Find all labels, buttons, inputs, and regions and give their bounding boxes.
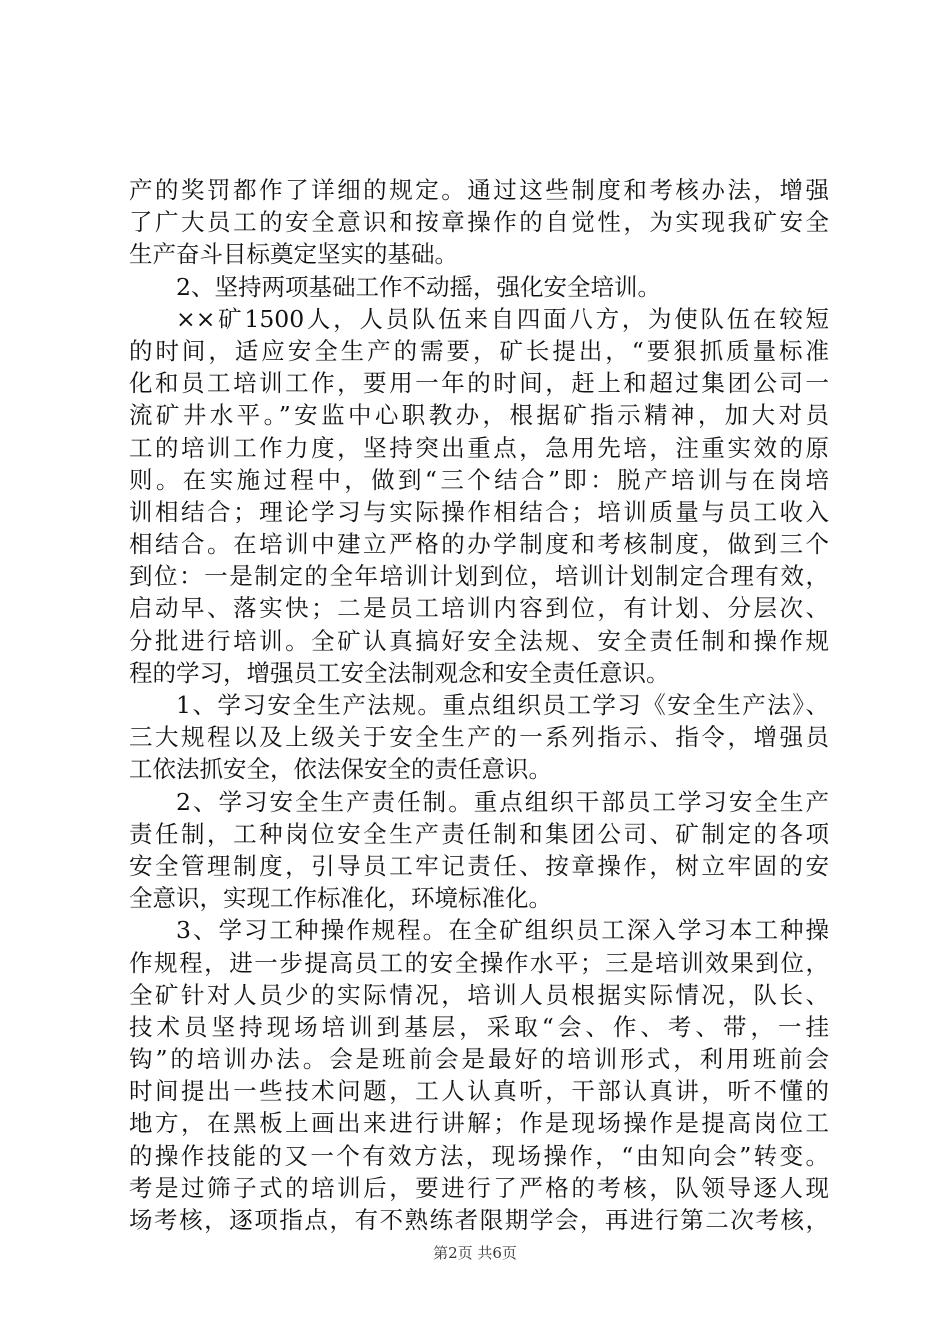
text-line: 的操作技能的又一个有效方法，现场操作，“由知向会”转变。: [129, 1141, 829, 1170]
text-line: 流矿井水平。”安监中心职教办，根据矿指示精神，加大对员: [129, 401, 829, 430]
text-line: 了广大员工的安全意识和按章操作的自觉性，为实现我矿安全: [129, 208, 829, 237]
text-line: 相结合。在培训中建立严格的办学制度和考核制度，做到三个: [129, 530, 829, 559]
text-line: 到位：一是制定的全年培训计划到位，培训计划制定合理有效，: [129, 562, 829, 591]
text-line: 场考核，逐项指点，有不熟练者限期学会，再进行第二次考核，: [129, 1206, 829, 1234]
text-line: ××矿1500人，人员队伍来自四面八方，为使队伍在较短: [176, 304, 829, 333]
text-line: 2、学习安全生产责任制。重点组织干部员工学习安全生产: [176, 787, 829, 816]
text-line: 生产奋斗目标奠定坚实的基础。: [129, 240, 458, 269]
text-line: 3、学习工种操作规程。在全矿组织员工深入学习本工种操: [176, 916, 829, 945]
text-line: 分批进行培训。全矿认真搞好安全法规、安全责任制和操作规: [129, 626, 829, 655]
text-line: 程的学习，增强员工安全法制观念和安全责任意识。: [129, 658, 670, 687]
text-line: 训相结合；理论学习与实际操作相结合；培训质量与员工收入: [129, 497, 829, 526]
text-line: 责任制，工种岗位安全生产责任制和集团公司、矿制定的各项: [129, 819, 829, 848]
text-line: 全意识，实现工作标准化，环境标准化。: [129, 884, 552, 913]
text-line: 则。在实施过程中，做到“三个结合”即：脱产培训与在岗培: [129, 465, 829, 494]
text-line: 工依法抓安全，依法保安全的责任意识。: [129, 755, 552, 784]
text-line: 全矿针对人员少的实际情况，培训人员根据实际情况，队长、: [129, 980, 829, 1009]
text-line: 启动早、落实快；二是员工培训内容到位，有计划、分层次、: [129, 594, 829, 623]
text-line: 技术员坚持现场培训到基层，采取“会、作、考、带，一挂: [129, 1012, 829, 1041]
text-line: 安全管理制度，引导员工牢记责任、按章操作，树立牢固的安: [129, 851, 829, 880]
text-line: 三大规程以及上级关于安全生产的一系列指示、指令，增强员: [129, 723, 829, 752]
text-line: 时间提出一些技术问题，工人认真听，干部认真讲，听不懂的: [129, 1077, 829, 1106]
text-line: 地方，在黑板上画出来进行讲解；作是现场操作是提高岗位工: [129, 1109, 829, 1138]
text-line: 的时间，适应安全生产的需要，矿长提出，“要狠抓质量标准: [129, 336, 829, 365]
text-line: 作规程，进一步提高员工的安全操作水平；三是培训效果到位，: [129, 948, 829, 977]
text-line: 2、坚持两项基础工作不动摇，强化安全培训。: [176, 272, 661, 301]
text-line: 钩”的培训办法。会是班前会是最好的培训形式，利用班前会: [129, 1045, 829, 1074]
text-line: 考是过筛子式的培训后，要进行了严格的考核，队领导逐人现: [129, 1173, 829, 1202]
text-line: 产的奖罚都作了详细的规定。通过这些制度和考核办法，增强: [129, 176, 829, 204]
text-line: 1、学习安全生产法规。重点组织员工学习《安全生产法》、: [176, 691, 829, 719]
text-line: 工的培训工作力度，坚持突出重点，急用先培，注重实效的原: [129, 433, 829, 462]
page-footer: 第2页 共6页: [433, 1244, 517, 1262]
text-line: 化和员工培训工作，要用一年的时间，赶上和超过集团公司一: [129, 369, 829, 398]
document-body: [129, 174, 829, 1236]
